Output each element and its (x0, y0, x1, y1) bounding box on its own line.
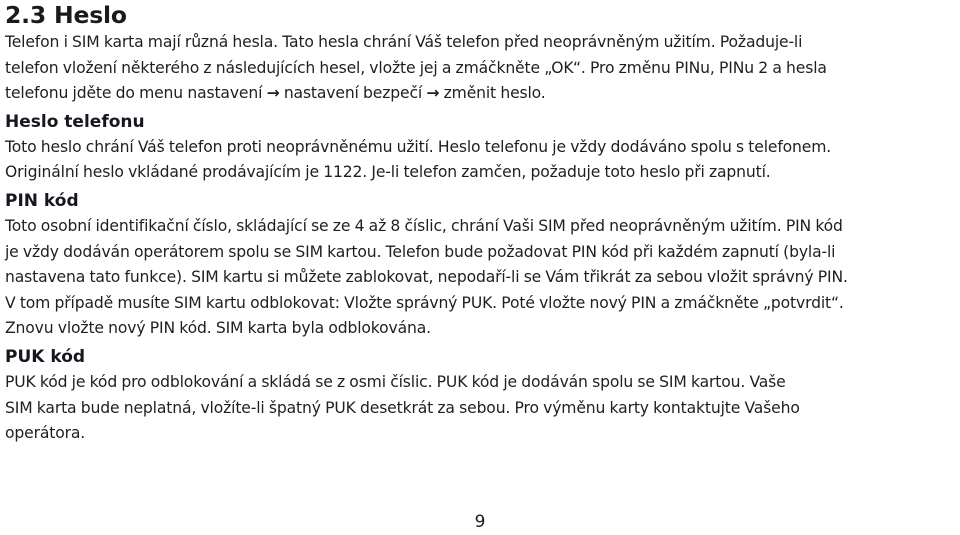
menu-path-change-password: změnit heslo. (443, 84, 546, 103)
intro-line-1: Telefon i SIM karta mají různá hesla. Tato hesla chrání Váš telefon před neoprávněným užitím. Požaduje-li (5, 33, 803, 51)
phone-password-line-1: Toto heslo chrání Váš telefon proti neoprávněnému užití. Heslo telefonu je vždy dodáváno spolu s telefonem. (5, 137, 832, 156)
phone-password-paragraph (5, 135, 957, 186)
intro-paragraph (5, 30, 957, 107)
arrow-right-icon: → (426, 84, 440, 103)
section-title: 2.3 Heslo (5, 1, 127, 29)
intro-line-3 (5, 81, 957, 107)
puk-line-3: operátora. (5, 424, 86, 443)
pin-line-3: nastavena tato funkce). SIM kartu si můžete zablokovat, nepodaří-li se Vám třikrát za sebou vložit správný PIN. (5, 268, 848, 287)
page-number: 9 (474, 512, 486, 532)
menu-path-security: nastavení bezpečí (283, 84, 423, 103)
intro-line-2: telefon vložení některého z následujících hesel, vložte jej a zmáčkněte „OK“. Pro změnu PINu, PINu 2 a hesla (5, 58, 827, 77)
phone-password-line-2: Originální heslo vkládané prodávajícím je 1122. Je-li telefon zamčen, požaduje toto heslo při zapnutí. (5, 163, 771, 182)
menu-path-settings: telefonu jděte do menu nastavení (5, 84, 263, 103)
manual-page (5, 0, 957, 447)
pin-line-1: Toto osobní identifikační číslo, skládající se ze 4 až 8 číslic, chrání Vaši SIM před neoprávněným užitím. PIN kód (5, 216, 843, 235)
puk-line-1: PUK kód je kód pro odblokování a skládá se z osmi číslic. PUK kód je dodáván spolu se SIM kartou. Vaše (5, 372, 786, 391)
pin-heading: PIN kód (5, 190, 79, 211)
arrow-right-icon: → (266, 84, 280, 103)
pin-line-5: Znovu vložte nový PIN kód. SIM karta byla odblokována. (5, 319, 431, 338)
puk-line-2: SIM karta bude neplatná, vložíte-li špatný PUK desetkrát za sebou. Pro výměnu karty kontaktujte Vašeho (5, 398, 800, 417)
pin-line-4: V tom případě musíte SIM kartu odblokovat: Vložte správný PUK. Poté vložte nový PIN a zmáčkněte „potvrdit“. (5, 293, 844, 312)
pin-paragraph (5, 214, 957, 342)
puk-paragraph (5, 370, 957, 447)
puk-heading: PUK kód (5, 346, 86, 367)
phone-password-heading: Heslo telefonu (5, 111, 145, 132)
pin-line-2: je vždy dodáván operátorem spolu se SIM kartou. Telefon bude požadovat PIN kód při každém zapnutí (byla-li (5, 242, 836, 261)
